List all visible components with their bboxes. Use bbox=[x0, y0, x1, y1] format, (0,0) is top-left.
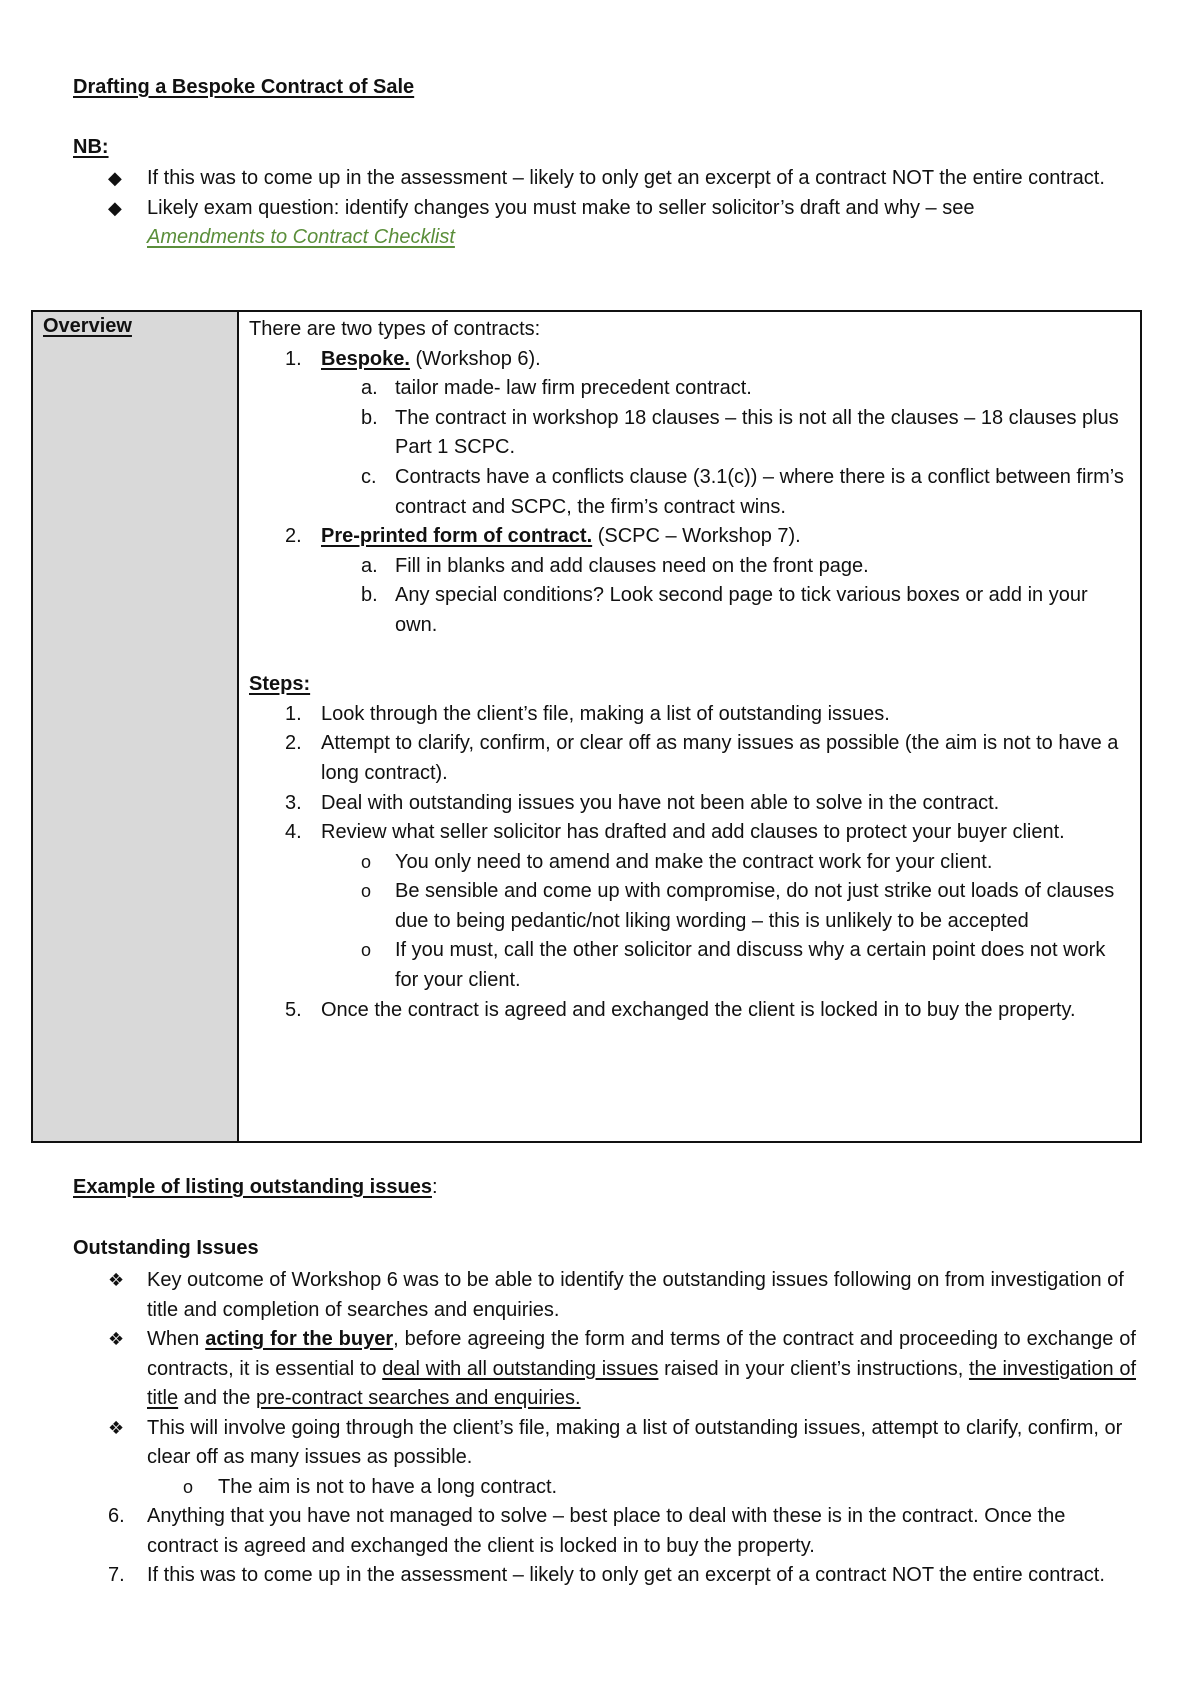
contract-type-note: (Workshop 6). bbox=[409, 347, 541, 370]
step-text: Look through the client’s file, making a list of outstanding issues. bbox=[321, 702, 890, 725]
step-text: Once the contract is agreed and exchanged the client is locked in to buy the property. bbox=[321, 998, 1076, 1021]
example-heading-line bbox=[73, 1176, 438, 1199]
underlined-phrase: the investigation of title bbox=[147, 1357, 1137, 1409]
step-sub-item bbox=[249, 848, 1126, 878]
text-run: and the bbox=[178, 1387, 256, 1409]
step-sub-item bbox=[249, 936, 1126, 995]
contract-type-point bbox=[249, 374, 1126, 404]
outstanding-bullet bbox=[0, 1414, 1200, 1473]
step-text: Attempt to clarify, confirm, or clear off as many issues as possible (the aim is not to have a long contract). bbox=[321, 732, 1119, 784]
outstanding-bullet-text: This will involve going through the client’s file, making a list of outstanding issues, attempt to clarify, confirm, or clear off as many issues as possible. bbox=[147, 1416, 1123, 1468]
text-run: When bbox=[147, 1328, 206, 1350]
nb-bullet-list bbox=[0, 164, 1200, 253]
diamond-bullet-icon: ◆ bbox=[108, 168, 122, 188]
star-bullet-icon: ❖ bbox=[108, 1417, 125, 1438]
example-heading: Example of listing outstanding issues bbox=[73, 1176, 432, 1198]
contract-type-point bbox=[249, 404, 1126, 463]
checklist-link[interactable]: Amendments to Contract Checklist bbox=[147, 226, 455, 248]
step-item bbox=[249, 729, 1126, 788]
star-bullet-icon: ❖ bbox=[108, 1329, 125, 1349]
contract-type-point-text: Contracts have a conflicts clause (3.1(c)) – where there is a conflict between firm’s contract and SCPC, the firm’s contract wins. bbox=[395, 465, 1124, 518]
example-colon: : bbox=[431, 1176, 438, 1198]
circle-bullet-icon: o bbox=[361, 881, 372, 902]
outstanding-bullet-text: Key outcome of Workshop 6 was to be able to identify the outstanding issues following on from investigation of title and completion of searches and enquiries. bbox=[147, 1269, 1124, 1321]
steps-heading: Steps: bbox=[249, 673, 311, 696]
underlined-phrase: acting for the buyer bbox=[205, 1328, 394, 1350]
step-sub-text: You only need to amend and make the contract work for your client. bbox=[395, 850, 993, 873]
contract-type-note: (SCPC – Workshop 7). bbox=[592, 525, 801, 548]
nb-bullet-text: Likely exam question: identify changes you must make to seller solicitor’s draft and why – see bbox=[147, 196, 975, 219]
step-text: Review what seller solicitor has drafted and add clauses to protect your buyer client. bbox=[321, 821, 1065, 844]
list-number: 1. bbox=[285, 347, 302, 370]
underlined-phrase: deal with all outstanding issues bbox=[382, 1357, 659, 1380]
outstanding-numbered-text: Anything that you have not managed to solve – best place to deal with these is in the contract. Once the contract is agreed and exchanged the client is locked in to buy the property. bbox=[147, 1505, 1066, 1557]
step-sub-text: Be sensible and come up with compromise, do not just strike out loads of clauses due to being pedantic/not liking wording – this is unlikely to be accepted bbox=[395, 880, 1115, 932]
list-letter: a. bbox=[361, 554, 378, 577]
contract-type-name: Pre-printed form of contract. bbox=[321, 525, 593, 548]
star-bullet-icon: ❖ bbox=[108, 1270, 125, 1290]
outstanding-numbered-item bbox=[0, 1561, 1200, 1591]
contract-type-point-text: Fill in blanks and add clauses need on the front page. bbox=[395, 554, 869, 577]
list-letter: b. bbox=[361, 584, 378, 607]
nb-bullet bbox=[0, 164, 1200, 194]
text-run: raised in your client’s instructions, bbox=[658, 1357, 969, 1380]
list-number: 2. bbox=[285, 732, 302, 755]
step-sub-text: If you must, call the other solicitor and discuss why a certain point does not work for your client. bbox=[395, 939, 1106, 992]
contract-type-point-text: Any special conditions? Look second page to tick various boxes or add in your own. bbox=[395, 584, 1088, 636]
contract-type-item bbox=[249, 345, 1126, 375]
contract-type-point-text: The contract in workshop 18 clauses – this is not all the clauses – 18 clauses plus Part 1 SCPC. bbox=[395, 406, 1119, 459]
overview-heading: Overview bbox=[43, 315, 132, 337]
step-sub-item bbox=[249, 877, 1126, 936]
contract-type-point bbox=[249, 463, 1126, 522]
circle-bullet-icon: o bbox=[361, 851, 372, 872]
list-letter: a. bbox=[361, 377, 378, 400]
step-item bbox=[249, 996, 1126, 1026]
step-item bbox=[249, 700, 1126, 730]
nb-bullet-text: If this was to come up in the assessment – likely to only get an excerpt of a contract NOT the entire contract. bbox=[147, 167, 1105, 189]
circle-bullet-icon: o bbox=[361, 940, 372, 961]
overview-content-cell bbox=[239, 312, 1140, 1141]
contract-types-intro: There are two types of contracts: bbox=[249, 318, 541, 340]
outstanding-issues-heading: Outstanding Issues bbox=[73, 1237, 259, 1259]
list-letter: b. bbox=[361, 406, 378, 429]
contract-type-name: Bespoke. bbox=[321, 347, 410, 370]
list-number: 4. bbox=[285, 821, 302, 844]
underlined-phrase: pre-contract searches and enquiries. bbox=[255, 1387, 581, 1409]
list-number: 6. bbox=[108, 1505, 125, 1527]
step-item bbox=[249, 818, 1126, 848]
step-item bbox=[249, 789, 1126, 819]
list-letter: c. bbox=[361, 465, 377, 488]
step-text: Deal with outstanding issues you have not been able to solve in the contract. bbox=[321, 791, 1000, 814]
outstanding-numbered-item bbox=[0, 1502, 1200, 1561]
list-number: 7. bbox=[108, 1564, 125, 1586]
list-number: 1. bbox=[285, 702, 302, 725]
outstanding-numbered-text: If this was to come up in the assessment – likely to only get an excerpt of a contract NOT the entire contract. bbox=[147, 1564, 1105, 1586]
outstanding-sub-text: The aim is not to have a long contract. bbox=[218, 1475, 558, 1498]
outstanding-issues-list bbox=[0, 1266, 1200, 1591]
contract-type-point-text: tailor made- law firm precedent contract. bbox=[395, 377, 752, 400]
overview-table bbox=[31, 310, 1142, 1143]
list-number: 5. bbox=[285, 998, 302, 1021]
diamond-bullet-icon: ◆ bbox=[108, 197, 122, 218]
circle-bullet-icon: o bbox=[183, 1476, 194, 1497]
contract-type-point bbox=[249, 581, 1126, 640]
nb-bullet bbox=[0, 194, 1200, 253]
overview-heading-cell bbox=[33, 312, 239, 1141]
list-number: 2. bbox=[285, 525, 302, 548]
list-number: 3. bbox=[285, 791, 302, 814]
spacer bbox=[249, 641, 1126, 671]
document-title: Drafting a Bespoke Contract of Sale bbox=[73, 76, 415, 98]
outstanding-sub-item bbox=[0, 1473, 1200, 1503]
outstanding-bullet bbox=[0, 1325, 1200, 1414]
outstanding-bullet bbox=[0, 1266, 1200, 1325]
contract-type-item bbox=[249, 522, 1126, 552]
text-run: , before agreeing the form and terms of the contract and proceeding to exchange of contracts, it is essential to bbox=[147, 1328, 1136, 1380]
nb-label: NB: bbox=[73, 136, 109, 158]
contract-type-point bbox=[249, 552, 1126, 582]
